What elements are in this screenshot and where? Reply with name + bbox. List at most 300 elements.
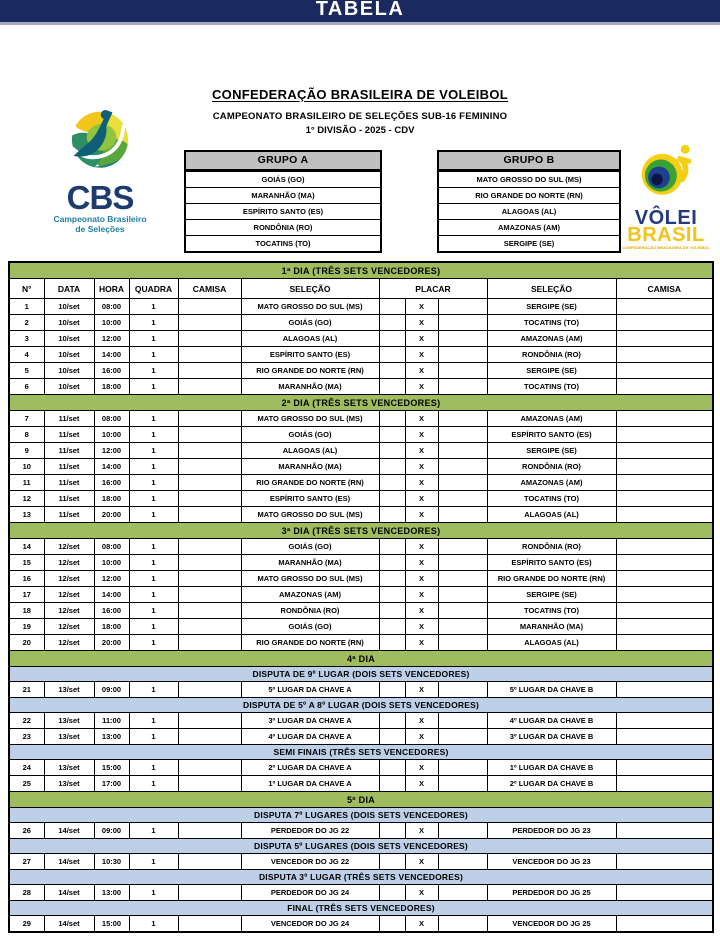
cbs-acronym: CBS xyxy=(66,179,134,216)
camisa-right-cell xyxy=(616,299,713,315)
stage-subheader xyxy=(9,870,713,885)
score-left-cell xyxy=(379,760,405,776)
camisa-left-cell xyxy=(178,916,241,933)
score-left-cell xyxy=(379,571,405,587)
match-row xyxy=(9,539,713,555)
group-a-header: GRUPO A xyxy=(186,152,380,171)
match-time-cell: 18:00 xyxy=(94,379,129,395)
match-row xyxy=(9,571,713,587)
match-time-cell: 16:00 xyxy=(94,363,129,379)
score-right-cell xyxy=(438,823,487,839)
match-row xyxy=(9,443,713,459)
camisa-right-cell xyxy=(616,776,713,792)
score-left-cell xyxy=(379,475,405,491)
day-section-header xyxy=(9,792,713,808)
away-team-cell: 3º LUGAR DA CHAVE B xyxy=(487,729,616,745)
match-court-cell: 1 xyxy=(129,713,178,729)
match-date-cell: 10/set xyxy=(44,299,94,315)
score-right-cell xyxy=(438,619,487,635)
away-team-cell: 4º LUGAR DA CHAVE B xyxy=(487,713,616,729)
home-team-cell: ALAGOAS (AL) xyxy=(241,443,379,459)
brasil-wordmark: BRASIL xyxy=(627,224,705,246)
away-team-cell: RONDÔNIA (RO) xyxy=(487,539,616,555)
match-number-cell: 26 xyxy=(9,823,44,839)
match-number-cell: 22 xyxy=(9,713,44,729)
camisa-left-cell xyxy=(178,475,241,491)
match-row xyxy=(9,916,713,933)
match-court-cell: 1 xyxy=(129,539,178,555)
group-b-team-5: SERGIPE (SE) xyxy=(439,235,619,251)
camisa-left-cell xyxy=(178,411,241,427)
volei-brasil-logo xyxy=(614,141,718,250)
match-date-cell: 14/set xyxy=(44,823,94,839)
score-right-cell xyxy=(438,603,487,619)
home-team-cell: GOIÁS (GO) xyxy=(241,315,379,331)
score-left-cell xyxy=(379,885,405,901)
score-left-cell xyxy=(379,379,405,395)
match-number-cell: 6 xyxy=(9,379,44,395)
stage-subheader xyxy=(9,745,713,760)
match-court-cell: 1 xyxy=(129,443,178,459)
match-court-cell: 1 xyxy=(129,603,178,619)
match-time-cell: 13:00 xyxy=(94,885,129,901)
home-team-cell: MATO GROSSO DO SUL (MS) xyxy=(241,507,379,523)
match-time-cell: 18:00 xyxy=(94,491,129,507)
match-row xyxy=(9,379,713,395)
match-court-cell: 1 xyxy=(129,379,178,395)
home-team-cell: RIO GRANDE DO NORTE (RN) xyxy=(241,635,379,651)
match-date-cell: 12/set xyxy=(44,571,94,587)
versus-cell: X xyxy=(405,603,438,619)
camisa-right-cell xyxy=(616,760,713,776)
match-number-cell: 5 xyxy=(9,363,44,379)
match-row xyxy=(9,682,713,698)
score-left-cell xyxy=(379,347,405,363)
volei-caption: CONFEDERAÇÃO BRASILEIRA DE VOLEIBOL xyxy=(622,245,710,250)
match-row xyxy=(9,459,713,475)
match-row xyxy=(9,475,713,491)
stage-title-cell: DISPUTA DE 9º LUGAR (DOIS SETS VENCEDORES) xyxy=(9,667,713,682)
camisa-right-cell xyxy=(616,571,713,587)
col-header-0: N° xyxy=(9,279,44,299)
match-number-cell: 14 xyxy=(9,539,44,555)
versus-cell: X xyxy=(405,682,438,698)
col-header-4: CAMISA xyxy=(178,279,241,299)
camisa-right-cell xyxy=(616,823,713,839)
group-a-team-2: MARANHÃO (MA) xyxy=(186,187,380,203)
camisa-right-cell xyxy=(616,331,713,347)
match-time-cell: 08:00 xyxy=(94,539,129,555)
match-court-cell: 1 xyxy=(129,776,178,792)
match-time-cell: 09:00 xyxy=(94,682,129,698)
away-team-cell: SERGIPE (SE) xyxy=(487,299,616,315)
camisa-left-cell xyxy=(178,299,241,315)
away-team-cell: 5º LUGAR DA CHAVE B xyxy=(487,682,616,698)
camisa-right-cell xyxy=(616,315,713,331)
match-row xyxy=(9,555,713,571)
camisa-right-cell xyxy=(616,443,713,459)
home-team-cell: RONDÔNIA (RO) xyxy=(241,603,379,619)
score-left-cell xyxy=(379,916,405,933)
match-time-cell: 14:00 xyxy=(94,587,129,603)
match-number-cell: 24 xyxy=(9,760,44,776)
match-court-cell: 1 xyxy=(129,729,178,745)
stage-subheader xyxy=(9,839,713,854)
versus-cell: X xyxy=(405,315,438,331)
score-left-cell xyxy=(379,539,405,555)
versus-cell: X xyxy=(405,916,438,933)
score-right-cell xyxy=(438,760,487,776)
stage-title-cell: DISPUTA DE 5º A 8º LUGAR (DOIS SETS VENCEDORES) xyxy=(9,698,713,713)
col-header-2: HORA xyxy=(94,279,129,299)
camisa-right-cell xyxy=(616,603,713,619)
score-right-cell xyxy=(438,459,487,475)
home-team-cell: AMAZONAS (AM) xyxy=(241,587,379,603)
score-left-cell xyxy=(379,507,405,523)
match-court-cell: 1 xyxy=(129,491,178,507)
camisa-left-cell xyxy=(178,619,241,635)
score-left-cell xyxy=(379,299,405,315)
camisa-right-cell xyxy=(616,854,713,870)
day-section-header xyxy=(9,523,713,539)
camisa-left-cell xyxy=(178,885,241,901)
away-team-cell: VENCEDOR DO JG 23 xyxy=(487,854,616,870)
match-number-cell: 4 xyxy=(9,347,44,363)
away-team-cell: AMAZONAS (AM) xyxy=(487,331,616,347)
away-team-cell: 2º LUGAR DA CHAVE B xyxy=(487,776,616,792)
stage-subheader xyxy=(9,808,713,823)
score-right-cell xyxy=(438,635,487,651)
match-number-cell: 10 xyxy=(9,459,44,475)
away-team-cell: TOCATINS (TO) xyxy=(487,491,616,507)
camisa-right-cell xyxy=(616,729,713,745)
day-title-cell: 3ª DIA (TRÊS SETS VENCEDORES) xyxy=(9,523,713,539)
match-time-cell: 08:00 xyxy=(94,299,129,315)
match-row xyxy=(9,760,713,776)
day-title-cell: 2ª DIA (TRÊS SETS VENCEDORES) xyxy=(9,395,713,411)
home-team-cell: 5º LUGAR DA CHAVE A xyxy=(241,682,379,698)
versus-cell: X xyxy=(405,587,438,603)
match-number-cell: 2 xyxy=(9,315,44,331)
camisa-right-cell xyxy=(616,916,713,933)
match-time-cell: 13:00 xyxy=(94,729,129,745)
score-left-cell xyxy=(379,411,405,427)
match-row xyxy=(9,729,713,745)
match-number-cell: 29 xyxy=(9,916,44,933)
score-left-cell xyxy=(379,427,405,443)
match-court-cell: 1 xyxy=(129,916,178,933)
match-row xyxy=(9,331,713,347)
home-team-cell: 2º LUGAR DA CHAVE A xyxy=(241,760,379,776)
score-left-cell xyxy=(379,729,405,745)
match-court-cell: 1 xyxy=(129,475,178,491)
score-right-cell xyxy=(438,331,487,347)
col-header-5: SELEÇÃO xyxy=(241,279,379,299)
away-team-cell: ESPÍRITO SANTO (ES) xyxy=(487,555,616,571)
match-date-cell: 13/set xyxy=(44,682,94,698)
match-time-cell: 10:30 xyxy=(94,854,129,870)
match-row xyxy=(9,363,713,379)
home-team-cell: GOIÁS (GO) xyxy=(241,619,379,635)
match-court-cell: 1 xyxy=(129,331,178,347)
score-right-cell xyxy=(438,363,487,379)
cbs-caption xyxy=(38,214,162,234)
match-court-cell: 1 xyxy=(129,635,178,651)
versus-cell: X xyxy=(405,823,438,839)
camisa-right-cell xyxy=(616,555,713,571)
match-date-cell: 13/set xyxy=(44,713,94,729)
match-row xyxy=(9,347,713,363)
score-left-cell xyxy=(379,635,405,651)
match-court-cell: 1 xyxy=(129,571,178,587)
score-left-cell xyxy=(379,854,405,870)
match-date-cell: 12/set xyxy=(44,555,94,571)
group-a-team-1: GOIÁS (GO) xyxy=(186,171,380,187)
match-date-cell: 12/set xyxy=(44,635,94,651)
score-right-cell xyxy=(438,411,487,427)
group-b-header: GRUPO B xyxy=(439,152,619,171)
camisa-left-cell xyxy=(178,571,241,587)
score-right-cell xyxy=(438,475,487,491)
home-team-cell: 4º LUGAR DA CHAVE A xyxy=(241,729,379,745)
camisa-right-cell xyxy=(616,619,713,635)
camisa-left-cell xyxy=(178,459,241,475)
score-right-cell xyxy=(438,315,487,331)
away-team-cell: RIO GRANDE DO NORTE (RN) xyxy=(487,571,616,587)
match-row xyxy=(9,299,713,315)
versus-cell: X xyxy=(405,331,438,347)
match-court-cell: 1 xyxy=(129,760,178,776)
match-time-cell: 16:00 xyxy=(94,475,129,491)
match-row xyxy=(9,619,713,635)
away-team-cell: ALAGOAS (AL) xyxy=(487,507,616,523)
versus-cell: X xyxy=(405,571,438,587)
versus-cell: X xyxy=(405,379,438,395)
score-left-cell xyxy=(379,555,405,571)
away-team-cell: TOCATINS (TO) xyxy=(487,603,616,619)
match-row xyxy=(9,411,713,427)
match-date-cell: 12/set xyxy=(44,587,94,603)
away-team-cell: VENCEDOR DO JG 25 xyxy=(487,916,616,933)
match-court-cell: 1 xyxy=(129,363,178,379)
camisa-left-cell xyxy=(178,491,241,507)
match-date-cell: 11/set xyxy=(44,491,94,507)
match-number-cell: 23 xyxy=(9,729,44,745)
camisa-right-cell xyxy=(616,347,713,363)
camisa-left-cell xyxy=(178,635,241,651)
home-team-cell: ALAGOAS (AL) xyxy=(241,331,379,347)
away-team-cell: 1º LUGAR DA CHAVE B xyxy=(487,760,616,776)
versus-cell: X xyxy=(405,729,438,745)
away-team-cell: TOCATINS (TO) xyxy=(487,379,616,395)
volei-wordmark: VÔLEI xyxy=(634,207,698,229)
match-court-cell: 1 xyxy=(129,619,178,635)
versus-cell: X xyxy=(405,347,438,363)
away-team-cell: RONDÔNIA (RO) xyxy=(487,347,616,363)
score-left-cell xyxy=(379,443,405,459)
match-number-cell: 7 xyxy=(9,411,44,427)
camisa-right-cell xyxy=(616,475,713,491)
col-header-8: CAMISA xyxy=(616,279,713,299)
stage-title-cell: DISPUTA 3º LUGAR (TRÊS SETS VENCEDORES) xyxy=(9,870,713,885)
group-a-team-5: TOCATINS (TO) xyxy=(186,235,380,251)
camisa-left-cell xyxy=(178,347,241,363)
home-team-cell: PERDEDOR DO JG 22 xyxy=(241,823,379,839)
match-row xyxy=(9,713,713,729)
col-header-3: QUADRA xyxy=(129,279,178,299)
match-number-cell: 15 xyxy=(9,555,44,571)
camisa-right-cell xyxy=(616,507,713,523)
document-header xyxy=(0,25,720,261)
score-right-cell xyxy=(438,299,487,315)
group-b-team-1: MATO GROSSO DO SUL (MS) xyxy=(439,171,619,187)
camisa-left-cell xyxy=(178,539,241,555)
volei-spiral-icon xyxy=(634,141,698,205)
match-court-cell: 1 xyxy=(129,854,178,870)
score-left-cell xyxy=(379,682,405,698)
banner-title: TABELA xyxy=(315,0,405,20)
versus-cell: X xyxy=(405,635,438,651)
match-date-cell: 12/set xyxy=(44,539,94,555)
score-right-cell xyxy=(438,539,487,555)
match-time-cell: 14:00 xyxy=(94,459,129,475)
stage-subheader xyxy=(9,667,713,682)
day-section-header xyxy=(9,651,713,667)
score-right-cell xyxy=(438,854,487,870)
match-date-cell: 14/set xyxy=(44,854,94,870)
versus-cell: X xyxy=(405,619,438,635)
versus-cell: X xyxy=(405,411,438,427)
versus-cell: X xyxy=(405,854,438,870)
cbs-caption-line1: Campeonato Brasileiro xyxy=(53,214,147,224)
versus-cell: X xyxy=(405,760,438,776)
home-team-cell: MARANHÃO (MA) xyxy=(241,379,379,395)
match-time-cell: 11:00 xyxy=(94,713,129,729)
camisa-right-cell xyxy=(616,427,713,443)
away-team-cell: AMAZONAS (AM) xyxy=(487,411,616,427)
camisa-right-cell xyxy=(616,635,713,651)
match-time-cell: 18:00 xyxy=(94,619,129,635)
match-row xyxy=(9,427,713,443)
score-right-cell xyxy=(438,916,487,933)
camisa-left-cell xyxy=(178,507,241,523)
match-time-cell: 10:00 xyxy=(94,315,129,331)
match-date-cell: 11/set xyxy=(44,459,94,475)
match-number-cell: 27 xyxy=(9,854,44,870)
away-team-cell: PERDEDOR DO JG 25 xyxy=(487,885,616,901)
camisa-left-cell xyxy=(178,823,241,839)
versus-cell: X xyxy=(405,475,438,491)
score-left-cell xyxy=(379,331,405,347)
col-header-7: SELEÇÃO xyxy=(487,279,616,299)
camisa-right-cell xyxy=(616,491,713,507)
match-number-cell: 13 xyxy=(9,507,44,523)
match-court-cell: 1 xyxy=(129,587,178,603)
stage-subheader xyxy=(9,901,713,916)
match-date-cell: 13/set xyxy=(44,760,94,776)
away-team-cell: RONDÔNIA (RO) xyxy=(487,459,616,475)
versus-cell: X xyxy=(405,427,438,443)
home-team-cell: 1º LUGAR DA CHAVE A xyxy=(241,776,379,792)
away-team-cell: SERGIPE (SE) xyxy=(487,443,616,459)
match-row xyxy=(9,603,713,619)
match-court-cell: 1 xyxy=(129,347,178,363)
match-number-cell: 20 xyxy=(9,635,44,651)
home-team-cell: MATO GROSSO DO SUL (MS) xyxy=(241,571,379,587)
match-date-cell: 12/set xyxy=(44,619,94,635)
stage-title-cell: FINAL (TRÊS SETS VENCEDORES) xyxy=(9,901,713,916)
match-date-cell: 11/set xyxy=(44,475,94,491)
group-b-team-2: RIO GRANDE DO NORTE (RN) xyxy=(439,187,619,203)
score-right-cell xyxy=(438,713,487,729)
match-time-cell: 14:00 xyxy=(94,347,129,363)
score-left-cell xyxy=(379,459,405,475)
camisa-left-cell xyxy=(178,776,241,792)
away-team-cell: ALAGOAS (AL) xyxy=(487,635,616,651)
camisa-left-cell xyxy=(178,363,241,379)
score-left-cell xyxy=(379,823,405,839)
away-team-cell: ESPÍRITO SANTO (ES) xyxy=(487,427,616,443)
match-number-cell: 28 xyxy=(9,885,44,901)
group-a-team-3: ESPÍRITO SANTO (ES) xyxy=(186,203,380,219)
match-number-cell: 25 xyxy=(9,776,44,792)
camisa-right-cell xyxy=(616,885,713,901)
versus-cell: X xyxy=(405,713,438,729)
match-date-cell: 11/set xyxy=(44,443,94,459)
camisa-right-cell xyxy=(616,682,713,698)
score-left-cell xyxy=(379,491,405,507)
match-time-cell: 12:00 xyxy=(94,443,129,459)
camisa-left-cell xyxy=(178,331,241,347)
match-date-cell: 10/set xyxy=(44,347,94,363)
home-team-cell: MATO GROSSO DO SUL (MS) xyxy=(241,411,379,427)
score-right-cell xyxy=(438,776,487,792)
match-row xyxy=(9,776,713,792)
away-team-cell: TOCATINS (TO) xyxy=(487,315,616,331)
score-left-cell xyxy=(379,603,405,619)
match-time-cell: 15:00 xyxy=(94,760,129,776)
score-left-cell xyxy=(379,315,405,331)
home-team-cell: VENCEDOR DO JG 22 xyxy=(241,854,379,870)
score-right-cell xyxy=(438,885,487,901)
match-number-cell: 8 xyxy=(9,427,44,443)
home-team-cell: RIO GRANDE DO NORTE (RN) xyxy=(241,363,379,379)
match-row xyxy=(9,507,713,523)
day-title-cell: 1ª DIA (TRÊS SETS VENCEDORES) xyxy=(9,262,713,279)
camisa-left-cell xyxy=(178,379,241,395)
stage-subheader xyxy=(9,698,713,713)
versus-cell: X xyxy=(405,299,438,315)
match-date-cell: 13/set xyxy=(44,776,94,792)
title-block xyxy=(0,87,720,136)
away-team-cell: AMAZONAS (AM) xyxy=(487,475,616,491)
score-right-cell xyxy=(438,587,487,603)
away-team-cell: SERGIPE (SE) xyxy=(487,363,616,379)
score-left-cell xyxy=(379,363,405,379)
camisa-right-cell xyxy=(616,459,713,475)
away-team-cell: SERGIPE (SE) xyxy=(487,587,616,603)
score-right-cell xyxy=(438,379,487,395)
versus-cell: X xyxy=(405,885,438,901)
score-right-cell xyxy=(438,729,487,745)
match-court-cell: 1 xyxy=(129,315,178,331)
match-court-cell: 1 xyxy=(129,299,178,315)
home-team-cell: GOIÁS (GO) xyxy=(241,427,379,443)
versus-cell: X xyxy=(405,507,438,523)
match-row xyxy=(9,315,713,331)
match-court-cell: 1 xyxy=(129,507,178,523)
camisa-left-cell xyxy=(178,315,241,331)
